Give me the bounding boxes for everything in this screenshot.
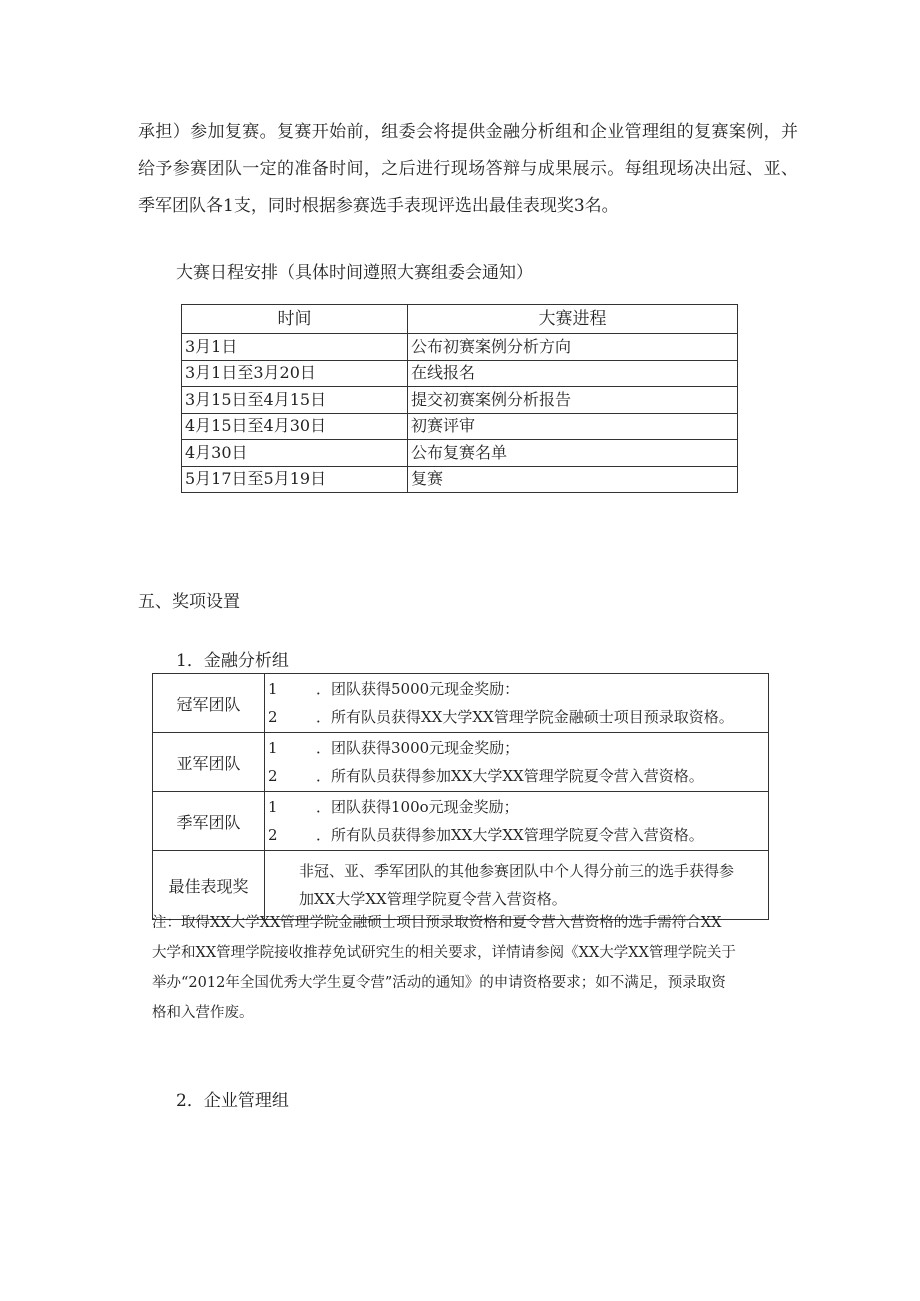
note-line: 举办“2012年全国优秀大学生夏令营”活动的通知》的申请资格要求；如不满足，预录取资 [152, 975, 726, 991]
award-item [266, 675, 767, 703]
schedule-event: 初赛评审 [408, 413, 738, 440]
schedule-date: 4月15日至4月30日 [182, 413, 408, 440]
schedule-date: 3月15日至4月15日 [182, 387, 408, 414]
item-text: ．团队获得5000元现金奖励： [316, 680, 520, 698]
item-text: ．团队获得3000元现金奖励； [316, 739, 520, 757]
section-heading: 五、奖项设置 [138, 592, 240, 612]
table-row [182, 387, 738, 414]
schedule-date: 4月30日 [182, 440, 408, 467]
group-title: 2．企业管理组 [176, 1091, 289, 1111]
item-number: 2 [268, 767, 278, 785]
item-number: 1 [268, 798, 278, 816]
schedule-event: 公布复赛名单 [408, 440, 738, 467]
award-label: 季军团队 [153, 792, 265, 851]
item-number: 1 [268, 680, 278, 698]
intro-paragraph [138, 114, 798, 225]
schedule-date: 3月1日至3月20日 [182, 360, 408, 387]
award-label: 最佳表现奖 [153, 851, 265, 920]
intro-line: 季军团队各1支，同时根据参赛选手表现评选出最佳表现奖3名。 [138, 196, 619, 216]
table-row [182, 413, 738, 440]
note-paragraph [152, 908, 768, 1028]
note-line: 大学和XX管理学院接收推荐免试研究生的相关要求，详情请参阅《XX大学XX管理学院关于 [152, 945, 736, 961]
group-title: 1．金融分析组 [176, 651, 289, 671]
intro-line: 给予参赛团队一定的准备时间，之后进行现场答辩与成果展示。每组现场决出冠、亚、 [138, 159, 798, 179]
best-award-line: 加XX大学XX管理学院夏令营入营资格。 [299, 890, 567, 908]
table-row [153, 733, 769, 792]
schedule-date: 3月1日 [182, 334, 408, 361]
award-item [266, 762, 767, 790]
item-number: 1 [268, 739, 278, 757]
best-award-line: 非冠、亚、季军团队的其他参赛团队中个人得分前三的选手获得参 [299, 862, 735, 880]
note-line: 注：取得XX大学XX管理学院金融硕士项目预录取资格和夏令营入营资格的选手需符合XX [152, 915, 722, 931]
table-row [153, 792, 769, 851]
award-item [266, 793, 767, 821]
award-items [265, 674, 769, 733]
award-item [266, 734, 767, 762]
award-item [266, 703, 767, 731]
award-items [265, 733, 769, 792]
award-items [265, 792, 769, 851]
note-line: 格和入营作废。 [152, 1005, 254, 1021]
schedule-event: 复赛 [408, 466, 738, 493]
item-number: 2 [268, 708, 278, 726]
item-number: 2 [268, 826, 278, 844]
item-text: ．团队获得100o元现金奖励； [316, 798, 519, 816]
table-header-row [182, 305, 738, 334]
schedule-event: 公布初赛案例分析方向 [408, 334, 738, 361]
award-label: 亚军团队 [153, 733, 265, 792]
table-row [182, 440, 738, 467]
schedule-event: 提交初赛案例分析报告 [408, 387, 738, 414]
table-row [182, 466, 738, 493]
schedule-date: 5月17日至5月19日 [182, 466, 408, 493]
award-label: 冠军团队 [153, 674, 265, 733]
schedule-table [181, 304, 738, 493]
table-row [182, 360, 738, 387]
schedule-title: 大赛日程安排（具体时间遵照大赛组委会通知） [176, 263, 533, 283]
table-row [153, 674, 769, 733]
schedule-event: 在线报名 [408, 360, 738, 387]
item-text: ．所有队员获得XX大学XX管理学院金融硕士项目预录取资格。 [316, 708, 734, 726]
awards-table [152, 673, 769, 920]
column-header-progress: 大赛进程 [408, 305, 738, 334]
item-text: ．所有队员获得参加XX大学XX管理学院夏令营入营资格。 [316, 767, 704, 785]
table-row [182, 334, 738, 361]
award-item [266, 821, 767, 849]
item-text: ．所有队员获得参加XX大学XX管理学院夏令营入营资格。 [316, 826, 704, 844]
intro-line: 承担）参加复赛。复赛开始前，组委会将提供金融分析组和企业管理组的复赛案例，并 [138, 122, 798, 142]
column-header-time: 时间 [182, 305, 408, 334]
